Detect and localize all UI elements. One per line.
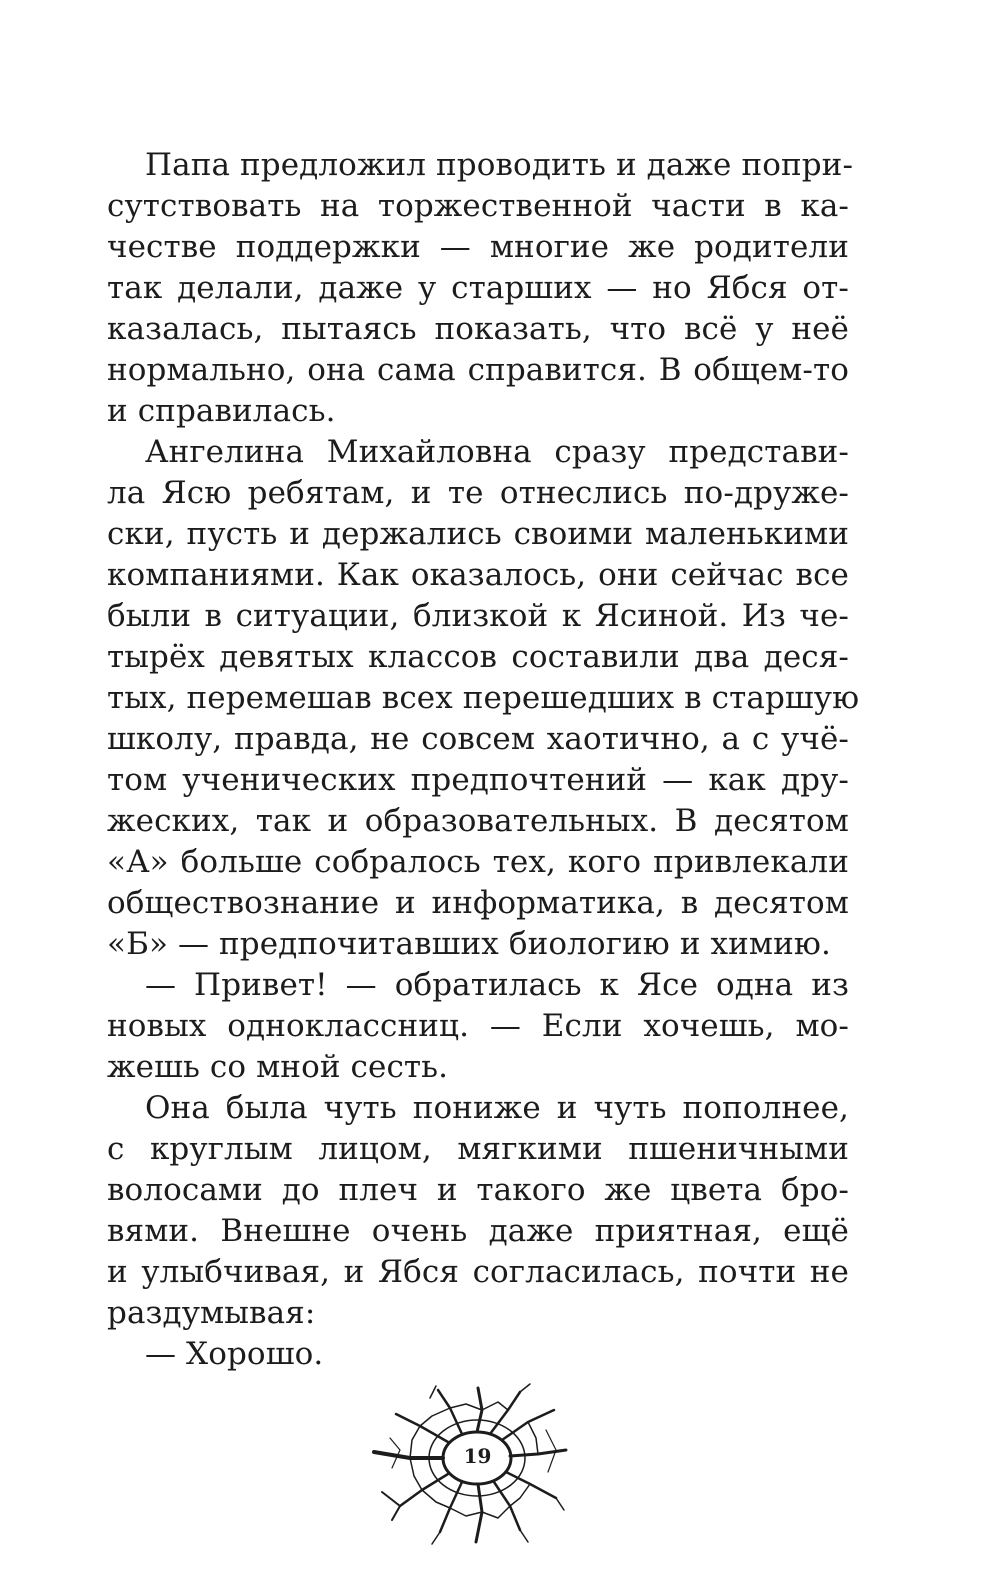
text-line-4: так делали, даже у старших — но Ябся от- [107,270,849,306]
text-line-9: ла Ясю ребятам, и те отнеслись по-друже- [107,475,849,511]
text-line-7: и справилась. [107,393,336,429]
page-text [107,145,860,1375]
text-line-19: обществознание и информатика, в десятом [107,885,849,921]
text-line-16: том ученических предпочтений — как дру- [107,762,849,798]
text-line-11: компаниями. Как оказалось, они сейчас все [107,557,849,593]
text-line-22: новых одноклассниц. — Если хочешь, мо- [107,1008,849,1044]
text-line-18: «А» больше собралось тех, кого привлекали [107,844,849,880]
text-line-29: раздумывая: [107,1295,316,1331]
text-line-3: честве поддержки — многие же родители [107,229,849,265]
text-line-24: Она была чуть пониже и чуть пополнее, [145,1090,849,1126]
text-line-10: ски, пусть и держались своими маленькими [107,516,849,552]
text-line-20: «Б» — предпочитавших биологию и химию. [107,926,831,962]
text-line-27: вями. Внешне очень даже приятная, ещё [107,1213,849,1249]
text-line-8: Ангелина Михайловна сразу представи- [145,434,849,470]
text-line-14: тых, перемешав всех перешедших в старшую [107,680,860,716]
text-line-26: волосами до плеч и такого же цвета бро- [107,1172,849,1208]
text-line-23: жешь со мной сесть. [107,1049,449,1085]
text-line-25: с круглым лицом, мягкими пшеничными [107,1131,849,1167]
text-line-6: нормально, она сама справится. В общем-то [107,352,849,388]
text-line-13: тырёх девятых классов составили два деся- [107,639,849,675]
text-line-28: и улыбчивая, и Ябся согласилась, почти не [107,1254,849,1290]
text-line-12: были в ситуации, близкой к Ясиной. Из че- [107,598,849,634]
text-line-17: жеских, так и образовательных. В десятом [107,803,849,839]
text-line-1: Папа предложил проводить и даже попри- [145,147,854,183]
page-number: 19 [463,1444,492,1468]
text-line-2: сутствовать на торжественной части в ка- [107,188,849,224]
text-line-21: — Привет! — обратилась к Ясе одна из [145,967,849,1003]
page-number-ornament [370,1380,570,1550]
text-line-5: казалась, пытаясь показать, что всё у неё [107,311,849,347]
text-line-30: — Хорошо. [145,1336,324,1372]
text-line-15: школу, правда, не совсем хаотично, а с учё- [107,721,849,757]
